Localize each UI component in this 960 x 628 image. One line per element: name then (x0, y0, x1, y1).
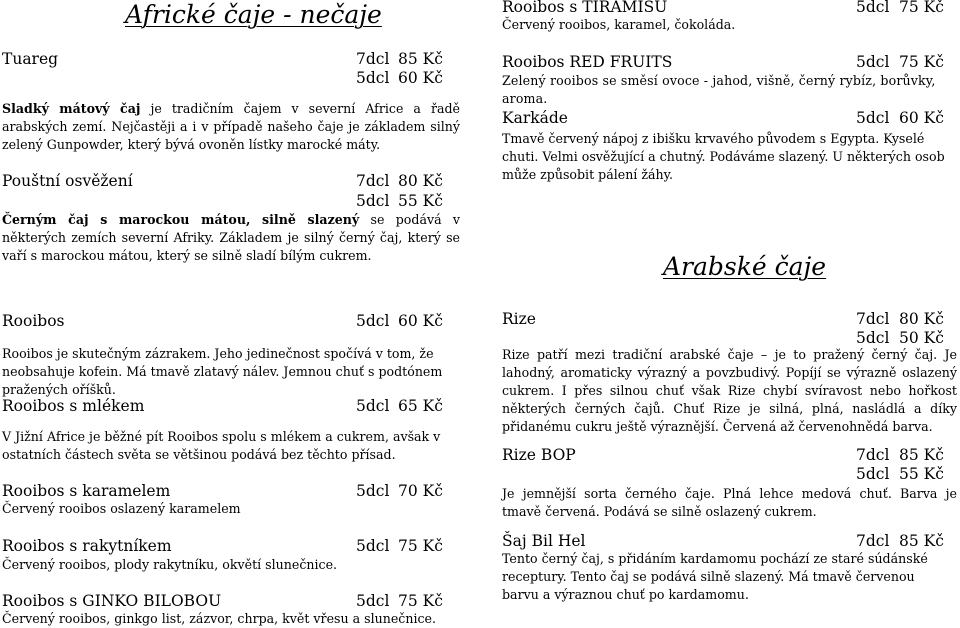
item-size-tuareg-1: 7dcl (356, 50, 390, 68)
item-price-saj-bil-hel: 85 Kč (899, 532, 944, 550)
item-desc-mlekem: V Jižní Africe je běžné pít Rooibos spolu s mlékem a cukrem, avšak v ostatních částech světa se většinou podává bez těchto přísad. (2, 429, 441, 462)
item-desc-tuareg-text: je tradičním čajem v severní Africe a řadě arabských zemí. Nejčastěji a i v případě našeho čaje je základem silný zelený Gunpowder, který bývá ovoněn lístky marocké máty. (2, 101, 460, 152)
item-desc-poustni-text: se podává v některých zemích severní Afriky. Základem je silný černý čaj, který se vaří s marockou mátou, který se silně sladí bílým cukrem. (2, 212, 460, 263)
item-price-ginko: 75 Kč (398, 592, 443, 610)
item-desc-karamelem: Červený rooibos oslazený karamelem (2, 501, 241, 516)
item-name-karkade: Karkáde (502, 109, 568, 127)
section-title-african: Africké čaje - nečaje (125, 0, 382, 29)
item-price-rize-bop-1: 85 Kč (899, 446, 944, 464)
item-name-rooibos: Rooibos (2, 312, 65, 330)
item-desc-rize-bop: Je jemnější sorta černého čaje. Plná lehce medová chuť. Barva je tmavě červená. Podává se silně oslazený cukrem. (502, 486, 957, 519)
item-size-rize-bop-1: 7dcl (856, 446, 890, 464)
item-name-ginko: Rooibos s GINKO BILOBOU (2, 592, 222, 610)
item-size-saj-bil-hel: 7dcl (856, 532, 890, 550)
item-price-poustni-1: 80 Kč (398, 172, 443, 190)
item-desc-rooibos: Rooibos je skutečným zázrakem. Jeho jedinečnost spočívá v tom, že neobsahuje kofein. Má tmavě zlatavý nálev. Jemnou chuť s podtónem pražených oříšků. (2, 346, 443, 397)
item-desc-tuareg (2, 100, 460, 154)
item-size-mlekem: 5dcl (356, 397, 390, 415)
item-size-rize-2: 5dcl (856, 329, 890, 347)
item-size-rooibos: 5dcl (356, 312, 390, 330)
item-size-karamelem: 5dcl (356, 482, 390, 500)
item-price-tuareg-1: 85 Kč (398, 50, 443, 68)
item-name-rize: Rize (502, 310, 536, 328)
item-size-ginko: 5dcl (356, 592, 390, 610)
item-desc-ginko: Červený rooibos, ginkgo list, zázvor, chrpa, květ vřesu a slunečnice. (2, 611, 436, 626)
item-size-rize-1: 7dcl (856, 310, 890, 328)
item-price-mlekem: 65 Kč (398, 397, 443, 415)
item-size-tiramisu: 5dcl (856, 0, 890, 16)
item-size-rakytnikem: 5dcl (356, 537, 390, 555)
item-desc-rakytnikem: Červený rooibos, plody rakytníku, okvětí slunečnice. (2, 557, 338, 572)
item-name-karamelem: Rooibos s karamelem (2, 482, 171, 500)
item-desc-tiramisu: Červený rooibos, karamel, čokoláda. (502, 17, 736, 32)
item-name-red-fruits: Rooibos RED FRUITS (502, 53, 673, 71)
item-name-mlekem: Rooibos s mlékem (2, 397, 145, 415)
item-price-rize-bop-2: 55 Kč (899, 465, 944, 483)
item-price-rooibos: 60 Kč (398, 312, 443, 330)
item-desc-red-fruits: Zelený rooibos se směsí ovoce - jahod, višně, černý rybíz, borůvky, aroma. (502, 73, 936, 106)
item-desc-tuareg-bold: Sladký mátový čaj (2, 101, 141, 116)
item-name-tuareg: Tuareg (2, 50, 59, 68)
item-size-poustni-2: 5dcl (356, 192, 390, 210)
item-price-rize-2: 50 Kč (899, 329, 944, 347)
item-price-rakytnikem: 75 Kč (398, 537, 443, 555)
item-name-rakytnikem: Rooibos s rakytníkem (2, 537, 172, 555)
item-price-poustni-2: 55 Kč (398, 192, 443, 210)
item-name-saj-bil-hel: Šaj Bil Hel (502, 532, 586, 550)
item-price-tiramisu: 75 Kč (899, 0, 944, 16)
item-size-karkade: 5dcl (856, 109, 890, 127)
item-name-rize-bop: Rize BOP (502, 446, 576, 464)
item-desc-rize: Rize patří mezi tradiční arabské čaje – je to pražený černý čaj. Je lahodný, aromaticky výrazný a povzbudivý. Popíjí se výrazně oslazený cukrem. I přes silnou chuť však Rize chybí svíravost nebo hořkost některých černých čajů. Chuť Rize je silná, plná, nasládlá a díky přidanému cukru ještě výraznější. Červená až červenohnědá barva. (502, 347, 957, 434)
item-name-tiramisu: Rooibos s TIRAMISU (502, 0, 668, 16)
item-size-tuareg-2: 5dcl (356, 69, 390, 87)
item-price-karkade: 60 Kč (899, 109, 944, 127)
item-size-poustni-1: 7dcl (356, 172, 390, 190)
item-desc-karkade: Tmavě červený nápoj z ibišku krvavého původem s Egypta. Kyselé chuti. Velmi osvěžující a chutný. Podáváme slazený. U některých osob může způsobit pálení žáhy. (502, 131, 945, 182)
item-price-rize-1: 80 Kč (899, 310, 944, 328)
item-desc-poustni (2, 211, 460, 265)
item-size-red-fruits: 5dcl (856, 53, 890, 71)
item-price-karamelem: 70 Kč (398, 482, 443, 500)
section-title-arabic: Arabské čaje (663, 252, 827, 281)
item-desc-poustni-bold: Černým čaj s marockou mátou, silně slazený (2, 212, 360, 227)
item-price-red-fruits: 75 Kč (899, 53, 944, 71)
item-size-rize-bop-2: 5dcl (856, 465, 890, 483)
item-price-tuareg-2: 60 Kč (398, 69, 443, 87)
item-name-poustni: Pouštní osvěžení (2, 172, 133, 190)
item-desc-saj-bil-hel: Tento černý čaj, s přidáním kardamomu pochází ze staré súdánské receptury. Tento čaj se podává silně slazený. Má tmavě červenou barvu a výraznou chuť po kardamomu. (502, 551, 928, 602)
